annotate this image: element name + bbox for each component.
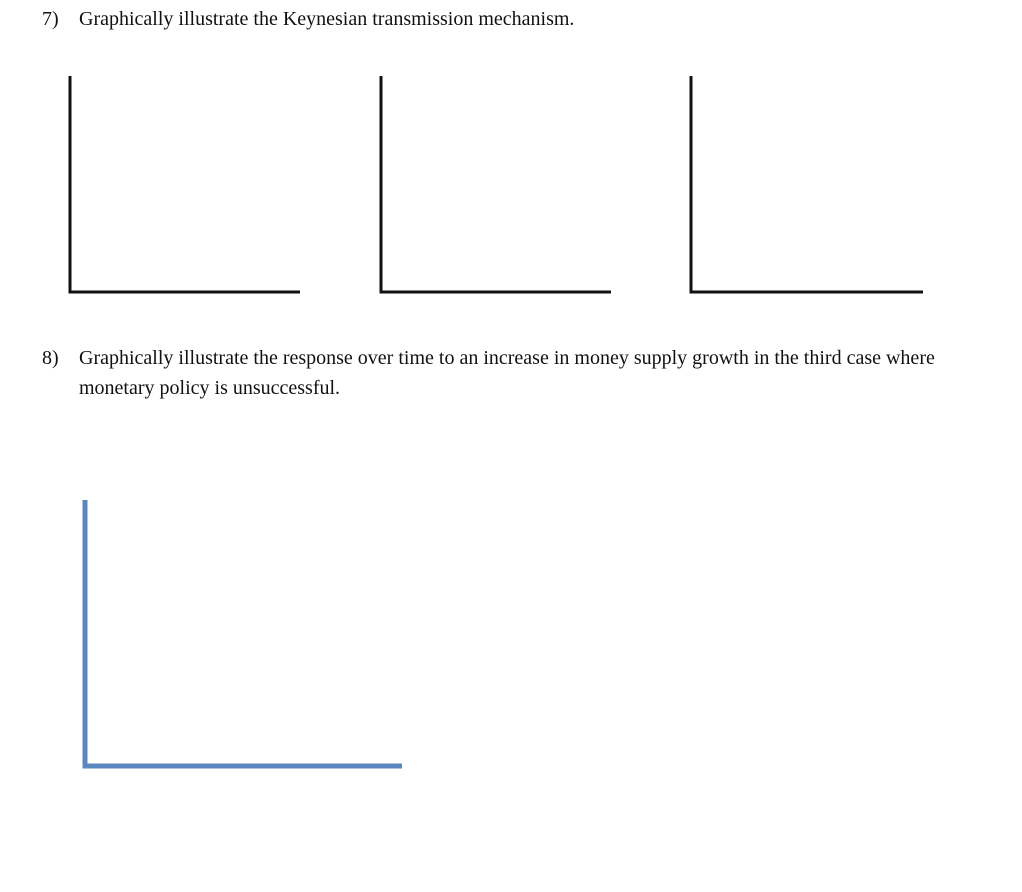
blank-axes-2 bbox=[381, 76, 611, 292]
question-8 bbox=[42, 343, 972, 403]
blank-axes-1 bbox=[70, 76, 300, 292]
question-8-number: 8) bbox=[42, 347, 59, 369]
question-7-number: 7) bbox=[42, 8, 59, 30]
question-8-text: Graphically illustrate the response over time to an increase in money supply growth in the third case where monetary policy is unsuccessful. bbox=[79, 347, 935, 399]
blue-axes bbox=[85, 500, 402, 766]
blank-axes-3 bbox=[691, 76, 923, 292]
question-7-text: Graphically illustrate the Keynesian transmission mechanism. bbox=[79, 8, 575, 30]
